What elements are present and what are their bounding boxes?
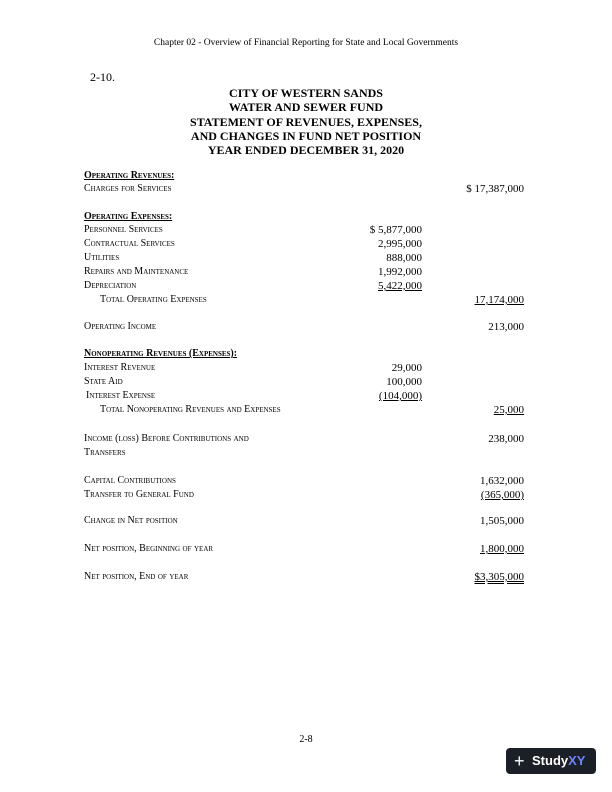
net-position-beginning-row <box>84 542 528 556</box>
repairs-maintenance-row <box>84 265 528 279</box>
row-label: Interest Revenue <box>84 362 156 373</box>
row-amount: 1,992,000 <box>378 266 422 278</box>
state-aid-row <box>84 375 528 389</box>
depreciation-row <box>84 279 528 293</box>
row-label: Utilities <box>84 252 120 263</box>
row-label: Operating Income <box>84 321 157 332</box>
page-header: Chapter 02 - Overview of Financial Reporting for State and Local Governments <box>153 38 459 48</box>
operating-expenses-heading-row <box>84 210 528 224</box>
statement-title-block <box>0 86 612 157</box>
row-amount: 1,505,000 <box>480 515 524 527</box>
row-amount: 25,000 <box>493 404 524 416</box>
row-amount: 5,422,000 <box>378 280 422 292</box>
row-label: Total Operating Expenses <box>100 294 207 305</box>
row-label: Interest Expense <box>86 390 156 401</box>
utilities-row <box>84 251 528 265</box>
page-number: 2-8 <box>299 734 313 745</box>
transfer-general-fund-row <box>84 488 528 502</box>
row-label: Capital Contributions <box>84 475 176 486</box>
row-label: Repairs and Maintenance <box>84 266 189 277</box>
income-before-row <box>84 432 528 446</box>
title-line: STATEMENT OF REVENUES, EXPENSES, <box>190 114 422 129</box>
row-amount: $3,305,000 <box>474 571 524 583</box>
row-amount: (365,000) <box>480 489 524 501</box>
contractual-services-row <box>84 237 528 251</box>
row-amount: 213,000 <box>488 321 524 333</box>
row-amount: 2,995,000 <box>378 238 422 250</box>
operating-revenues-heading-row <box>84 169 528 183</box>
row-amount: 17,174,000 <box>474 294 524 306</box>
row-amount: 1,800,000 <box>480 543 524 555</box>
row-label: State Aid <box>84 376 123 387</box>
title-line: WATER AND SEWER FUND <box>228 100 384 115</box>
row-label: Contractual Services <box>84 238 175 249</box>
section-heading: Nonoperating Revenues (Expenses): <box>84 348 238 359</box>
row-label: Transfers <box>84 447 126 458</box>
brand-wordmark <box>532 748 585 774</box>
income-before-row-cont <box>84 446 528 460</box>
section-heading: Operating Revenues: <box>84 170 175 181</box>
total-nonoperating-row <box>84 403 528 417</box>
row-amount: 100,000 <box>386 376 422 388</box>
row-label: Net position, Beginning of year <box>84 543 214 554</box>
change-net-position-row <box>84 514 528 528</box>
row-amount: (104,000) <box>378 390 422 402</box>
total-operating-expenses-row <box>84 293 528 307</box>
operating-income-row <box>84 320 528 334</box>
row-label: Income (loss) Before Contributions and <box>84 433 249 444</box>
nonoperating-heading-row <box>84 347 528 361</box>
title-line: AND CHANGES IN FUND NET POSITION <box>190 128 422 143</box>
row-amount: $ 5,877,000 <box>369 224 422 236</box>
interest-expense-row <box>84 389 528 403</box>
brand-suffix: XY <box>568 753 586 768</box>
row-label: Personnel Services <box>84 224 163 235</box>
row-label: Charges for Services <box>84 183 172 194</box>
charges-for-services-row <box>84 182 528 196</box>
row-amount: 29,000 <box>391 362 422 374</box>
title-line: YEAR ENDED DECEMBER 31, 2020 <box>207 143 405 158</box>
capital-contributions-row <box>84 474 528 488</box>
row-label: Change in Net position <box>84 515 178 526</box>
row-label: Net position, End of year <box>84 571 189 582</box>
row-amount: 1,632,000 <box>480 475 524 487</box>
plus-icon: + <box>514 751 525 771</box>
row-label: Total Nonoperating Revenues and Expenses <box>100 404 281 415</box>
row-label: Transfer to General Fund <box>84 489 194 500</box>
row-amount: 238,000 <box>488 433 524 445</box>
personnel-services-row <box>84 223 528 237</box>
studyxy-badge[interactable] <box>506 748 596 774</box>
row-label: Depreciation <box>84 280 137 291</box>
row-amount: 888,000 <box>386 252 422 264</box>
section-heading: Operating Expenses: <box>84 211 173 222</box>
title-line: CITY OF WESTERN SANDS <box>229 86 383 100</box>
row-amount: $ 17,387,000 <box>466 183 524 195</box>
net-position-end-row <box>84 570 528 584</box>
interest-revenue-row <box>84 361 528 375</box>
brand-prefix: Study <box>532 753 569 768</box>
problem-number: 2-10. <box>90 70 115 84</box>
